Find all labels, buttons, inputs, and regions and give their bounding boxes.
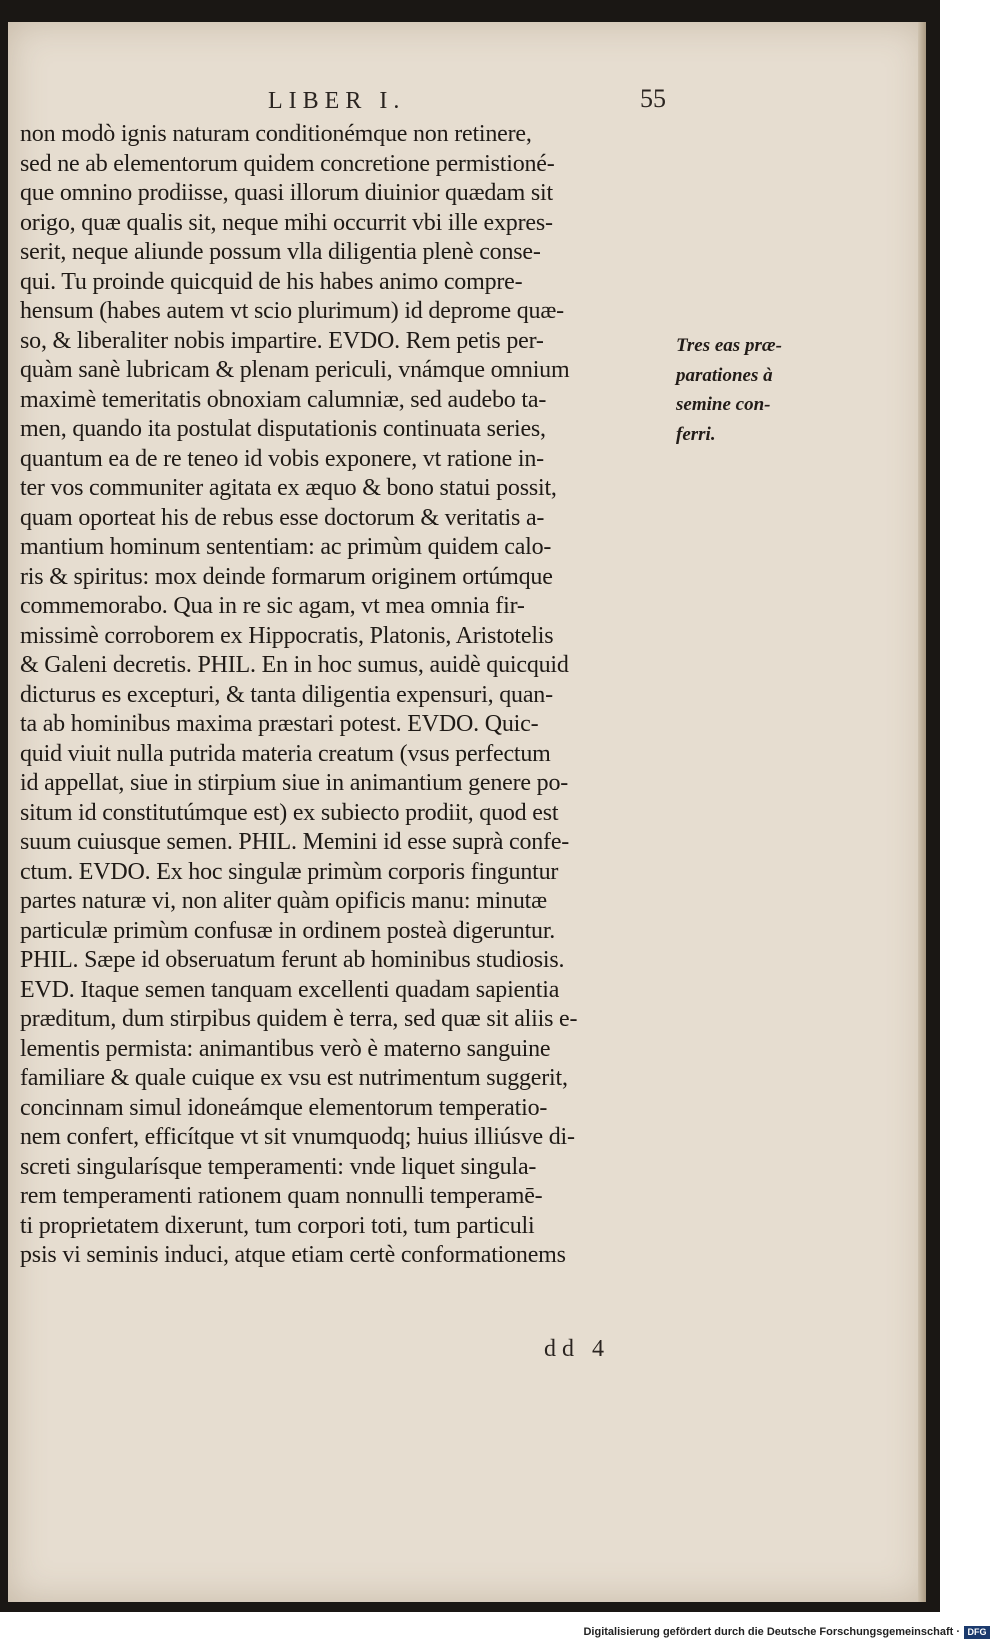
text-line: particulæ primùm confusæ in ordinem posteà digeruntur.: [20, 917, 556, 944]
text-line: suum cuiusque semen. PHIL. Memini id esse suprà confe-: [20, 829, 570, 855]
text-line: que omnino prodiisse, quasi illorum diuinior quædam sit: [20, 180, 553, 206]
text-line: quantum ea de re teneo id vobis exponere, vt ratione in-: [20, 445, 544, 472]
text-line: maximè temeritatis obnoxiam calumniæ, sed audebo ta-: [20, 386, 547, 413]
text-line: quàm sanè lubricam & plenam periculi, vnámque omnium: [20, 357, 570, 383]
text-line: quid viuit nulla putrida materia creatum (vsus perfectum: [20, 740, 551, 767]
text-line: missimè corroborem ex Hippocratis, Platonis, Aristotelis: [20, 622, 554, 649]
text-line: lementis permista: animantibus verò è materno sanguine: [20, 1035, 551, 1062]
text-line: situm id constitutúmque est) ex subiecto prodiit, quod est: [20, 799, 559, 826]
text-line: so, & liberaliter nobis impartire. EVDO. Rem petis per-: [20, 327, 544, 354]
text-line: ta ab hominibus maxima præstari potest. EVDO. Quic-: [20, 711, 539, 737]
text-line: familiare & quale cuique ex vsu est nutrimentum suggerit,: [20, 1065, 568, 1091]
text-line: EVD. Itaque semen tanquam excellenti quadam sapientia: [20, 976, 560, 1003]
funding-credit: Digitalisierung gefördert durch die Deutsche Forschungsgemeinschaft ·: [583, 1626, 960, 1638]
text-line: & Galeni decretis. PHIL. En in hoc sumus, auidè quicquid: [20, 652, 569, 678]
text-line: ter vos communiter agitata ex æquo & bono statui possit,: [20, 475, 557, 501]
margin-note-line: ferri.: [676, 423, 716, 445]
text-line: qui. Tu proinde quicquid de his habes animo compre-: [20, 268, 523, 295]
text-line: sed ne ab elementorum quidem concretione permistioné-: [20, 150, 555, 177]
text-line: PHIL. Sæpe id obseruatum ferunt ab hominibus studiosis.: [20, 947, 565, 973]
text-line: ti proprietatem dixerunt, tum corpori toti, tum particuli: [20, 1212, 535, 1239]
text-line: partes naturæ vi, non aliter quàm opificis manu: minutæ: [20, 888, 547, 914]
margin-note-line: semine con-: [676, 394, 771, 415]
text-line: mantium hominum sententiam: ac primùm quidem calo-: [20, 534, 552, 560]
marginal-note: [676, 331, 806, 449]
text-line: serit, neque aliunde possum vlla diligentia plenè conse-: [20, 239, 541, 265]
text-line: origo, quæ qualis sit, neque mihi occurrit vbi ille expres-: [20, 209, 553, 236]
text-line: non modò ignis naturam conditionémque non retinere,: [20, 121, 532, 147]
margin-note-line: Tres eas præ-: [676, 335, 782, 356]
running-head: LIBER I.: [268, 88, 406, 114]
margin-note-line: parationes à: [676, 364, 773, 386]
text-line: men, quando ita postulat disputationis continuata series,: [20, 416, 546, 442]
text-line: psis vi seminis induci, atque etiam certè conformationems: [20, 1242, 566, 1268]
main-text-block: [20, 120, 680, 1271]
text-line: ris & spiritus: mox deinde formarum originem ortúmque: [20, 563, 553, 590]
text-line: ctum. EVDO. Ex hoc singulæ primùm corporis finguntur: [20, 858, 559, 885]
text-line: nem confert, efficítque vt sit vnumquodq; huius illiúsve di-: [20, 1124, 575, 1150]
text-line: præditum, dum stirpibus quidem è terra, sed quæ sit aliis e-: [20, 1006, 578, 1032]
text-line: hensum (habes autem vt scio plurimum) id deprome quæ-: [20, 298, 564, 324]
text-line: dicturus es excepturi, & tanta diligentia expensuri, quan-: [20, 681, 553, 708]
page-edge: [918, 22, 926, 1602]
text-line: screti singularísque temperamenti: vnde liquet singula-: [20, 1153, 537, 1180]
text-line: commemorabo. Qua in re sic agam, vt mea omnia fir-: [20, 593, 525, 619]
page-number: 55: [640, 84, 666, 113]
text-line: quam oporteat his de rebus esse doctorum & veritatis a-: [20, 504, 545, 531]
dfg-logo: DFG: [964, 1626, 990, 1639]
signature-mark: dd 4: [544, 1336, 610, 1362]
text-line: rem temperamenti rationem quam nonnulli temperamē-: [20, 1183, 543, 1209]
text-line: id appellat, siue in stirpium siue in animantium genere po-: [20, 770, 569, 796]
text-line: concinnam simul idoneámque elementorum temperatio-: [20, 1094, 548, 1121]
